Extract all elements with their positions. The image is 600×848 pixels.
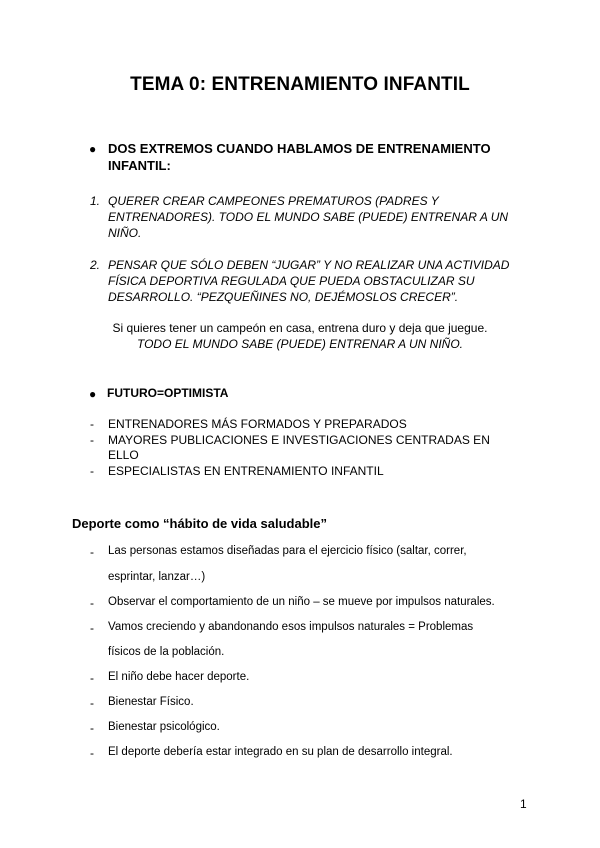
dash-marker: -	[90, 671, 94, 685]
dash-marker: -	[90, 433, 94, 447]
section2-heading: FUTURO=OPTIMISTA	[107, 386, 229, 400]
list-item-text: Las personas estamos diseñadas para el ejercicio físico (saltar, correr,	[108, 545, 467, 557]
list-item-text: MAYORES PUBLICACIONES E INVESTIGACIONES CENTRADAS EN	[108, 433, 490, 447]
list-item-text: ENTRENADORES). TODO EL MUNDO SABE (PUEDE) ENTRENAR A UN	[108, 210, 509, 224]
dash-marker: -	[90, 464, 94, 478]
list-item-text: QUERER CREAR CAMPEONES PREMATUROS (PADRES Y	[108, 194, 439, 208]
list-item-text: ELLO	[108, 448, 139, 462]
page-number: 1	[520, 797, 527, 811]
dash-marker: -	[90, 696, 94, 710]
list-item-text: físicos de la población.	[108, 646, 225, 658]
dash-marker: -	[90, 417, 94, 431]
list-item-text: Bienestar Físico.	[108, 696, 194, 708]
section1-heading-line1: DOS EXTREMOS CUANDO HABLAMOS DE ENTRENAMIENTO	[108, 141, 491, 156]
quote-line-italic: TODO EL MUNDO SABE (PUEDE) ENTRENAR A UN NIÑO.	[136, 337, 464, 351]
dash-marker: -	[90, 621, 94, 635]
list-item-text: PENSAR QUE SÓLO DEBEN “JUGAR” Y NO REALIZAR UNA ACTIVIDAD	[108, 258, 510, 272]
dash-marker: -	[90, 596, 94, 610]
section1-heading-line2: INFANTIL:	[108, 158, 171, 173]
list-item-text: NIÑO.	[108, 226, 142, 240]
section3-heading: Deporte como “hábito de vida saludable”	[72, 516, 327, 531]
page-title: TEMA 0: ENTRENAMIENTO INFANTIL	[130, 74, 470, 95]
quote-line: Si quieres tener un campeón en casa, entrena duro y deja que juegue.	[112, 321, 488, 335]
dash-marker: -	[90, 746, 94, 760]
bullet-icon: ●	[89, 387, 97, 401]
list-item-text: Observar el comportamiento de un niño – se mueve por impulsos naturales.	[108, 596, 495, 608]
list-number: 1.	[90, 194, 101, 208]
bullet-icon: ●	[89, 142, 97, 156]
list-item-text: El deporte debería estar integrado en su plan de desarrollo integral.	[108, 746, 453, 758]
list-item-text: Bienestar psicológico.	[108, 721, 220, 733]
list-item-text: FÍSICA DEPORTIVA REGULADA QUE PUEDA OBSTACULIZAR SU	[108, 274, 475, 288]
list-item-text: ENTRENADORES MÁS FORMADOS Y PREPARADOS	[108, 417, 407, 431]
list-number: 2.	[90, 258, 101, 272]
dash-marker: -	[90, 545, 94, 559]
list-item-text: ESPECIALISTAS EN ENTRENAMIENTO INFANTIL	[108, 464, 384, 478]
list-item-text: esprintar, lanzar…)	[108, 571, 206, 583]
list-item-text: Vamos creciendo y abandonando esos impulsos naturales = Problemas	[108, 621, 474, 633]
list-item-text: El niño debe hacer deporte.	[108, 671, 250, 683]
dash-marker: -	[90, 721, 94, 735]
list-item-text: DESARROLLO. “PEZQUEÑINES NO, DEJÉMOSLOS CRECER”.	[108, 290, 459, 304]
